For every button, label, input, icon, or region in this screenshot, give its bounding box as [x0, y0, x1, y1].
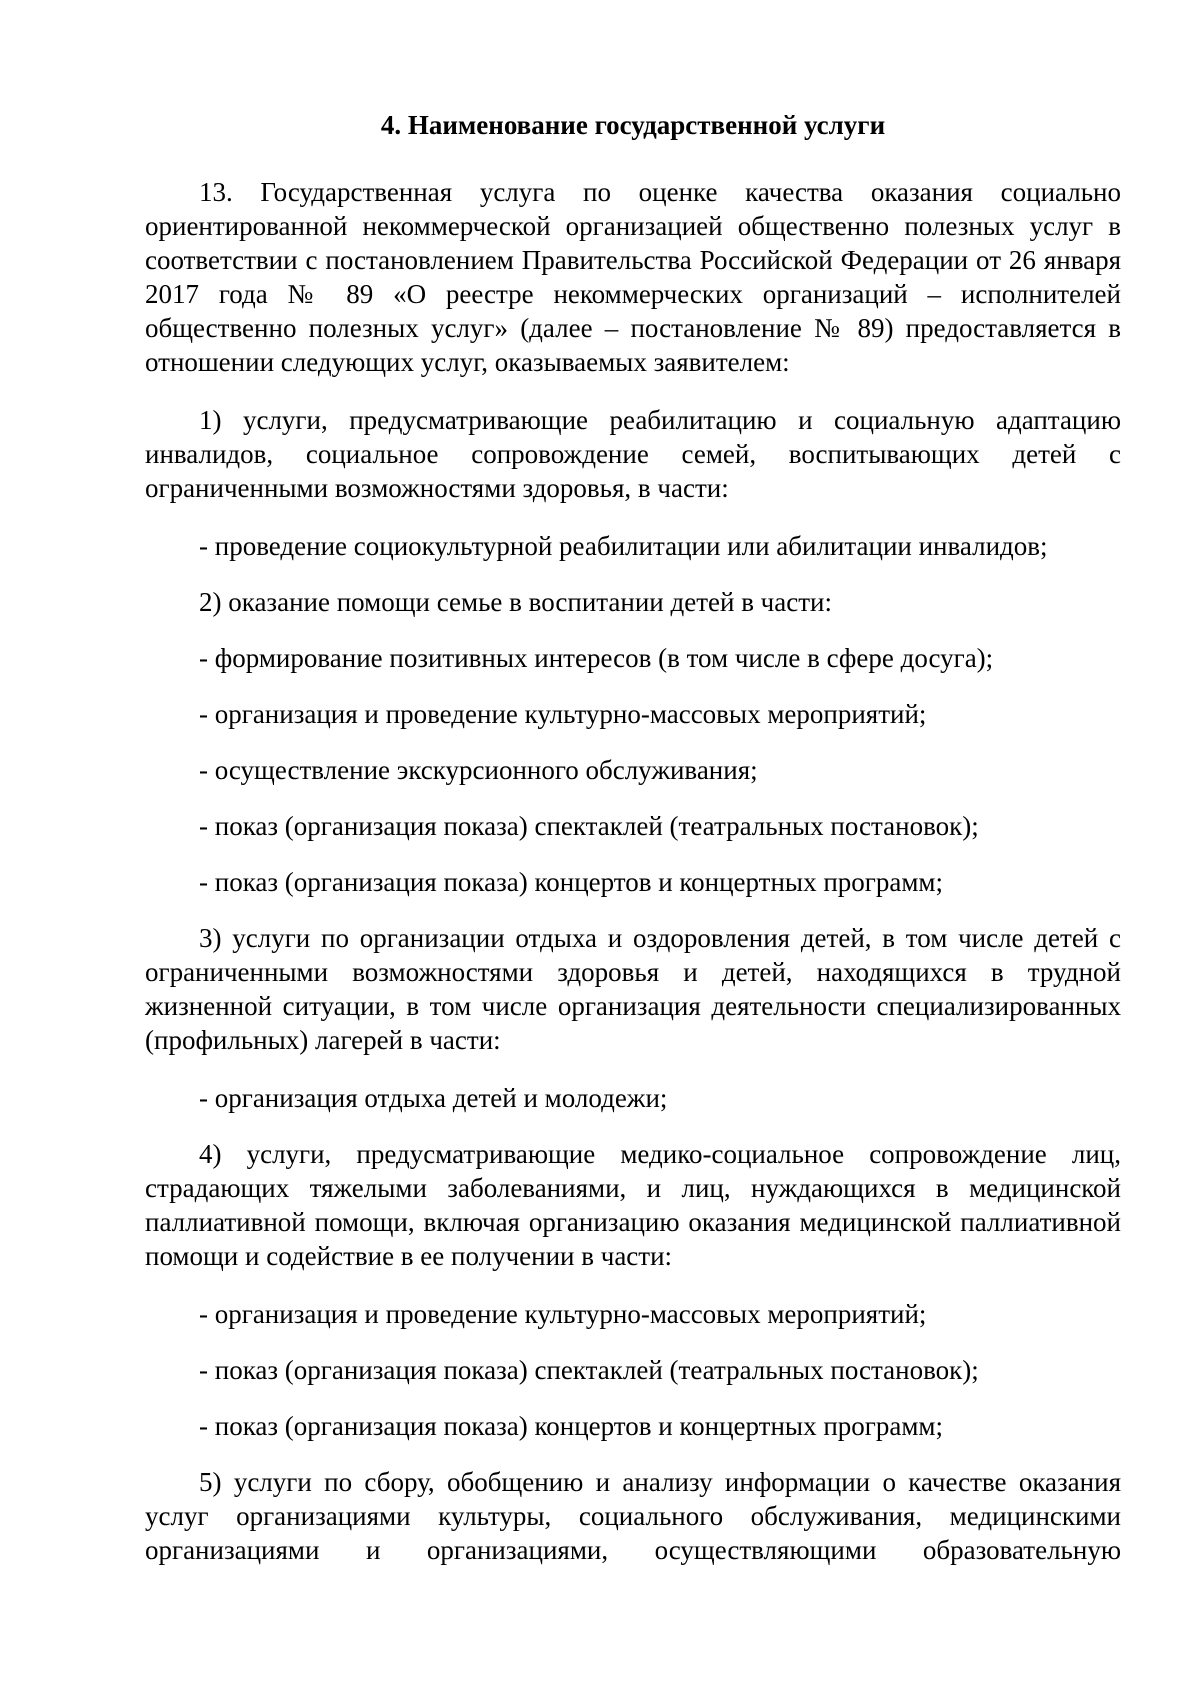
subitem-excursion-service: - осуществление экскурсионного обслуживания;	[199, 755, 758, 785]
subitem-cultural-events: - организация и проведение культурно-массовых мероприятий;	[199, 699, 927, 729]
document-page	[145, 108, 1121, 1591]
section-heading: 4. Наименование государственной услуги	[380, 110, 886, 140]
item-2-family-assistance: 2) оказание помощи семье в воспитании детей в части:	[199, 587, 832, 617]
subitem-positive-interests: - формирование позитивных интересов (в том числе в сфере досуга);	[199, 643, 994, 673]
subitem-youth-recreation: - организация отдыха детей и молодежи;	[199, 1083, 668, 1113]
subitem-cultural-events-2: - организация и проведение культурно-массовых мероприятий;	[199, 1299, 927, 1329]
item-4-medical-social-support: 4) услуги, предусматривающие медико-социальное сопровождение лиц, страдающих тяжелыми заболеваниями, и лиц, нуждающихся в медицинской паллиативной помощи, включая организацию оказания медицинской паллиативной помощи и содействие в ее получении в части:	[145, 1139, 1121, 1271]
item-5-quality-information: 5) услуги по сбору, обобщению и анализу информации о качестве оказания услуг организациями культуры, социального обслуживания, медицинскими организациями и организациями, осуществляющими образовательную	[145, 1467, 1121, 1565]
subitem-concerts-2: - показ (организация показа) концертов и концертных программ;	[199, 1411, 944, 1441]
paragraph-13: 13. Государственная услуга по оценке качества оказания социально ориентированной некоммерческой организацией общественно полезных услуг в соответствии с постановлением Правительства Российской Федерации от 26 января 2017 года № 89 «О реестре некоммерческих организаций – исполнителей общественно полезных услуг» (далее – постановление № 89) предоставляется в отношении следующих услуг, оказываемых заявителем:	[145, 177, 1121, 377]
item-1-services-rehabilitation: 1) услуги, предусматривающие реабилитацию и социальную адаптацию инвалидов, социальное сопровождение семей, воспитывающих детей с ограниченными возможностями здоровья, в части:	[145, 405, 1121, 503]
subitem-concerts: - показ (организация показа) концертов и концертных программ;	[199, 867, 944, 897]
subitem-sociocultural-rehabilitation: - проведение социокультурной реабилитации или абилитации инвалидов;	[199, 531, 1048, 561]
subitem-performances: - показ (организация показа) спектаклей (театральных постановок);	[199, 811, 979, 841]
subitem-performances-2: - показ (организация показа) спектаклей (театральных постановок);	[199, 1355, 979, 1385]
item-3-children-recreation: 3) услуги по организации отдыха и оздоровления детей, в том числе детей с ограниченными возможностями здоровья и детей, находящихся в трудной жизненной ситуации, в том числе организация деятельности специализированных (профильных) лагерей в части:	[145, 923, 1121, 1055]
